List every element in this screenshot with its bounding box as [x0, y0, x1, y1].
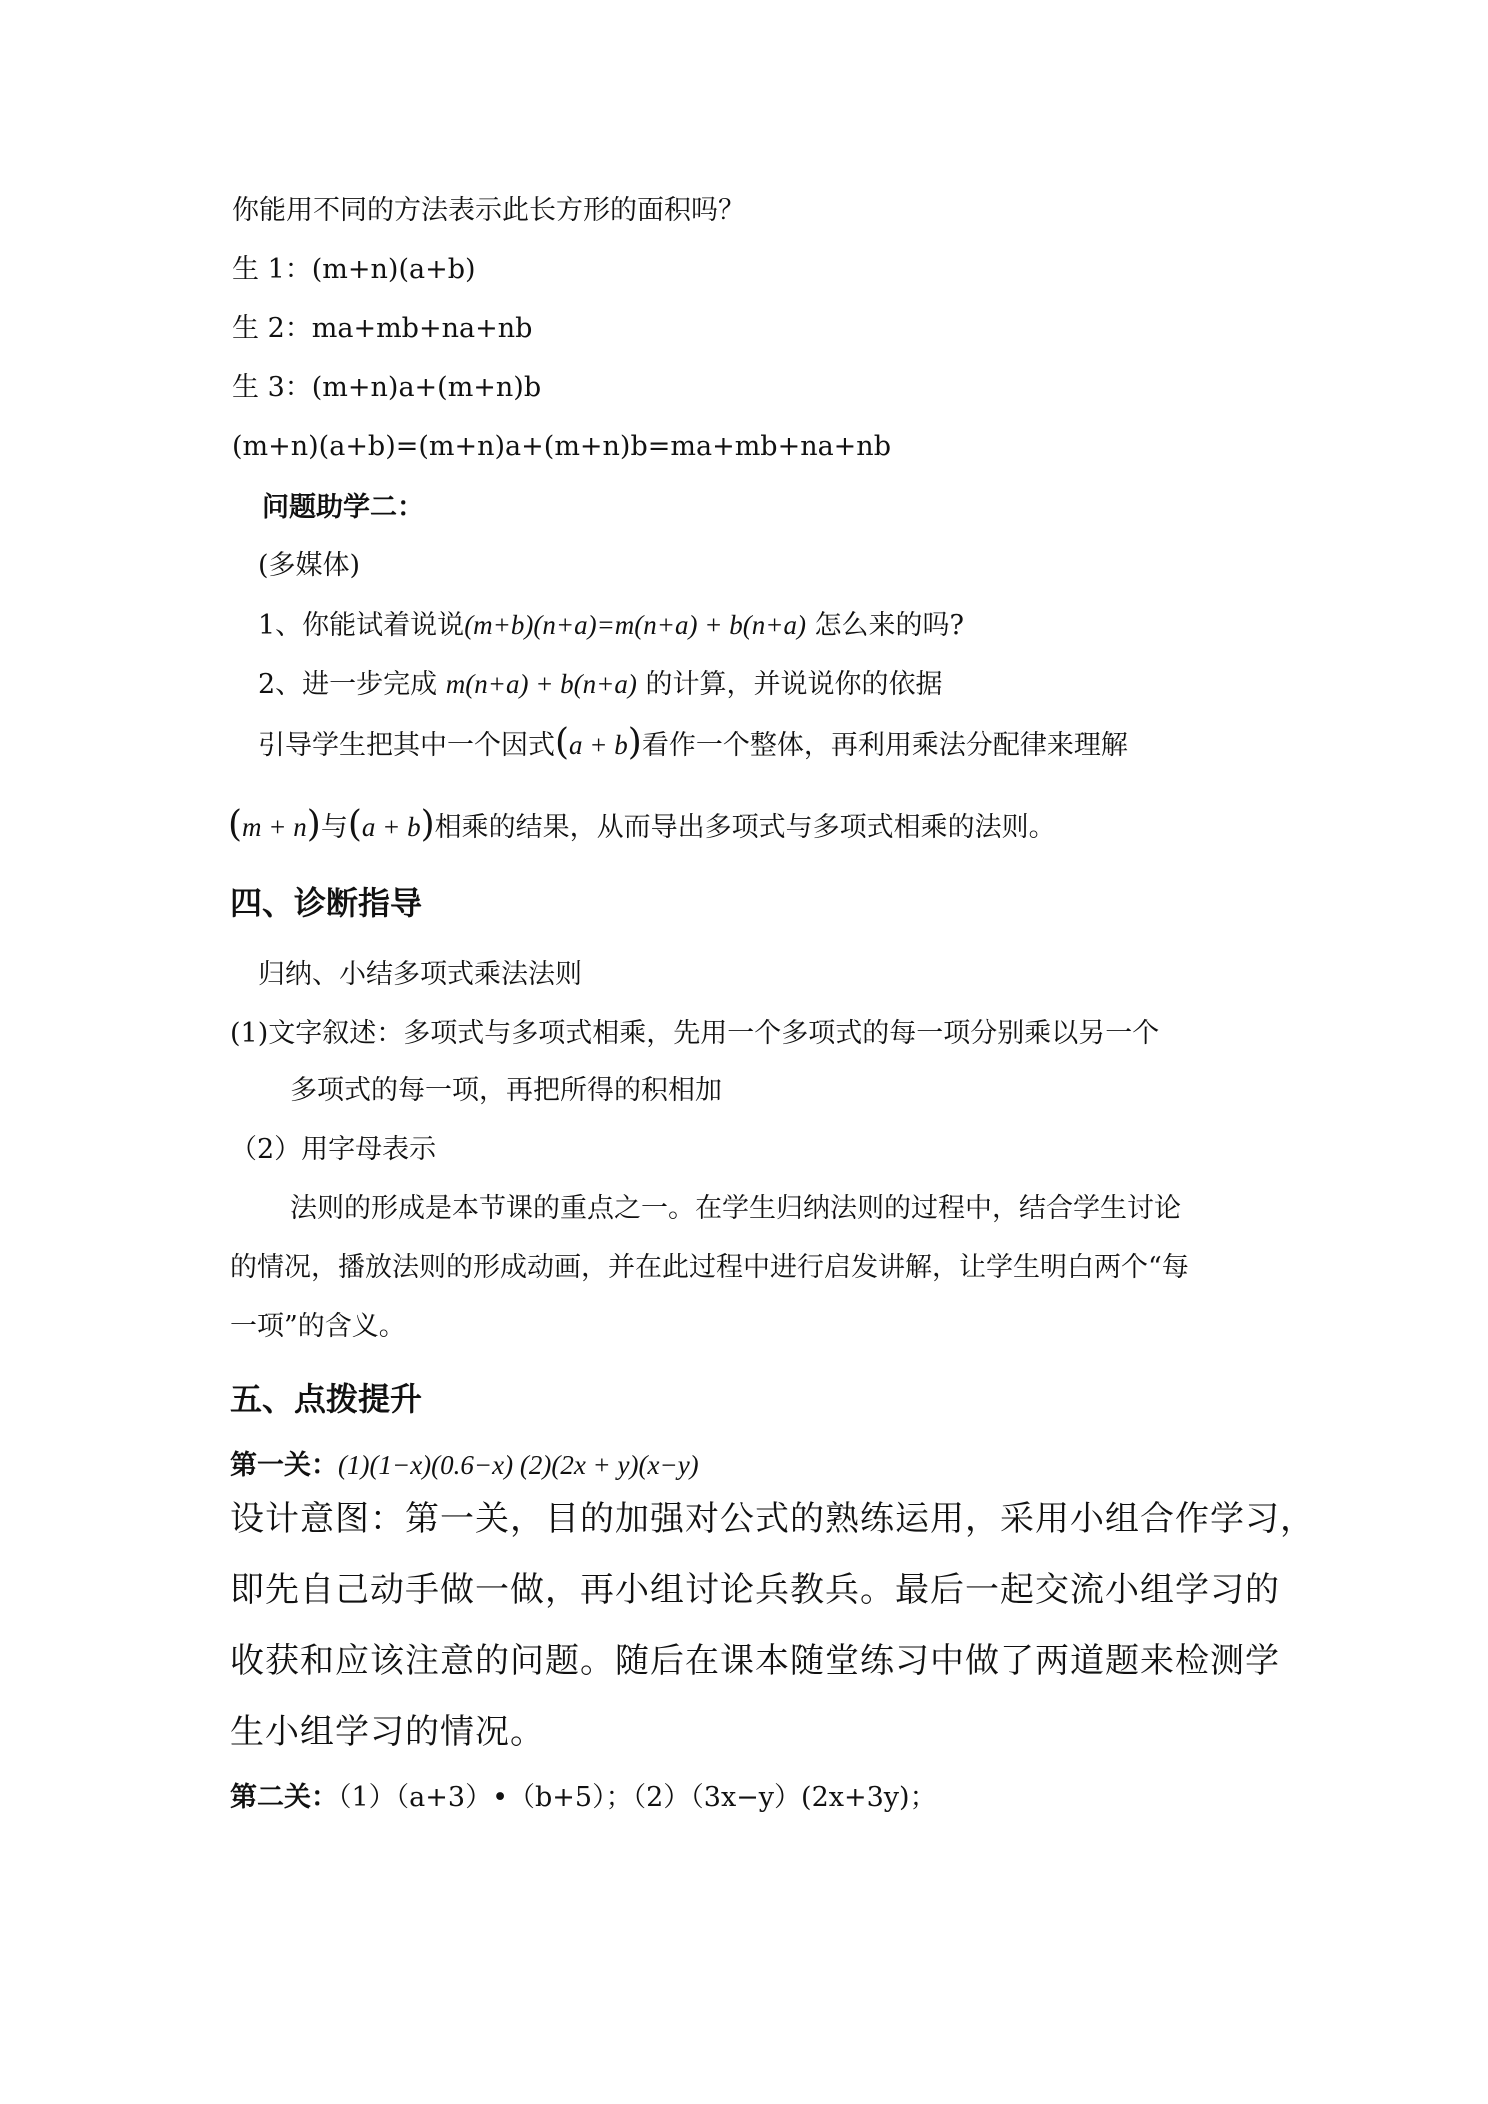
rule-2: （2）用字母表示 [230, 1134, 437, 1165]
rule-1-line-1: (1)文字叙述：多项式与多项式相乘，先用一个多项式的每一项分别乘以另一个 [230, 1018, 1160, 1049]
equation-line: (m+n)(a+b)=(m+n)a+(m+n)b=ma+mb+na+nb [232, 431, 891, 462]
question-intro: 你能用不同的方法表示此长方形的面积吗？ [232, 195, 745, 226]
section-5-title: 五、点拨提升 [230, 1380, 423, 1418]
paragraph-line-2: 的情况，播放法则的形成动画，并在此过程中进行启发讲解，让学生明白两个“每 [230, 1252, 1189, 1283]
factor-m-plus-n: m + n [242, 812, 307, 842]
question-2-suffix: 的计算，并说说你的依据 [636, 669, 943, 700]
level-1-content: (1)(1−x)(0.6−x) (2)(2x + y)(x−y) [338, 1450, 699, 1480]
level-1-line [230, 1447, 699, 1484]
question-2-prefix: 2、进一步完成 [258, 669, 446, 700]
guide-text-c: 与 [320, 812, 348, 843]
question-2-math: m(n+a) + b(n+a) [445, 669, 637, 699]
section-4-title: 四、诊断指导 [230, 884, 423, 922]
question-1 [258, 607, 964, 644]
rule-1-line-2: 多项式的每一项，再把所得的积相加 [290, 1075, 722, 1106]
question-2 [258, 666, 942, 703]
level-2-line [230, 1780, 937, 1816]
guide-text-a: 引导学生把其中一个因式 [258, 730, 555, 761]
guide-line-2: (m + n)与(a + b)相乘的结果，从而导出多项式与多项式相乘的法则。 [228, 804, 1056, 845]
multimedia-note: (多媒体) [258, 550, 361, 581]
student-1-answer: 生 1：(m+n)(a+b) [232, 254, 476, 285]
question-1-suffix: 怎么来的吗? [805, 610, 964, 641]
design-line-3: 收获和应该注意的问题。随后在课本随堂练习中做了两道题来检测学 [230, 1641, 1280, 1681]
design-line-1: 设计意图：第一关，目的加强对公式的熟练运用，采用小组合作学习， [230, 1499, 1315, 1539]
factor-a-plus-b: a + b [569, 730, 628, 760]
paragraph-line-3: 一项”的含义。 [230, 1311, 406, 1342]
student-2-answer: 生 2：ma+mb+na+nb [232, 313, 533, 344]
design-line-2: 即先自己动手做一做，再小组讨论兵教兵。最后一起交流小组学习的 [230, 1570, 1280, 1610]
level-1-label: 第一关： [230, 1450, 338, 1481]
summary-line: 归纳、小结多项式乘法法则 [258, 959, 582, 990]
student-3-answer: 生 3：(m+n)a+(m+n)b [232, 372, 542, 403]
question-1-prefix: 1、你能试着说说 [258, 610, 465, 641]
level-2-label: 第二关： [230, 1782, 338, 1813]
guide-line-1: 引导学生把其中一个因式(a + b)看作一个整体，再利用乘法分配律来理解 [258, 722, 1128, 763]
question-1-math: (m+b)(n+a)=m(n+a) + b(n+a) [464, 610, 806, 640]
paragraph-line-1: 法则的形成是本节课的重点之一。在学生归纳法则的过程中，结合学生讨论 [290, 1193, 1181, 1224]
design-line-4: 生小组学习的情况。 [230, 1712, 545, 1752]
guide-text-b: 看作一个整体，再利用乘法分配律来理解 [641, 730, 1128, 761]
helper-title: 问题助学二： [262, 492, 424, 523]
guide-text-d: 相乘的结果，从而导出多项式与多项式相乘的法则。 [434, 812, 1056, 843]
level-2-content: （1）（a+3）•（b+5）；（2）（3x−y）(2x+3y)； [338, 1782, 937, 1813]
factor-a-plus-b-2: a + b [361, 812, 421, 842]
